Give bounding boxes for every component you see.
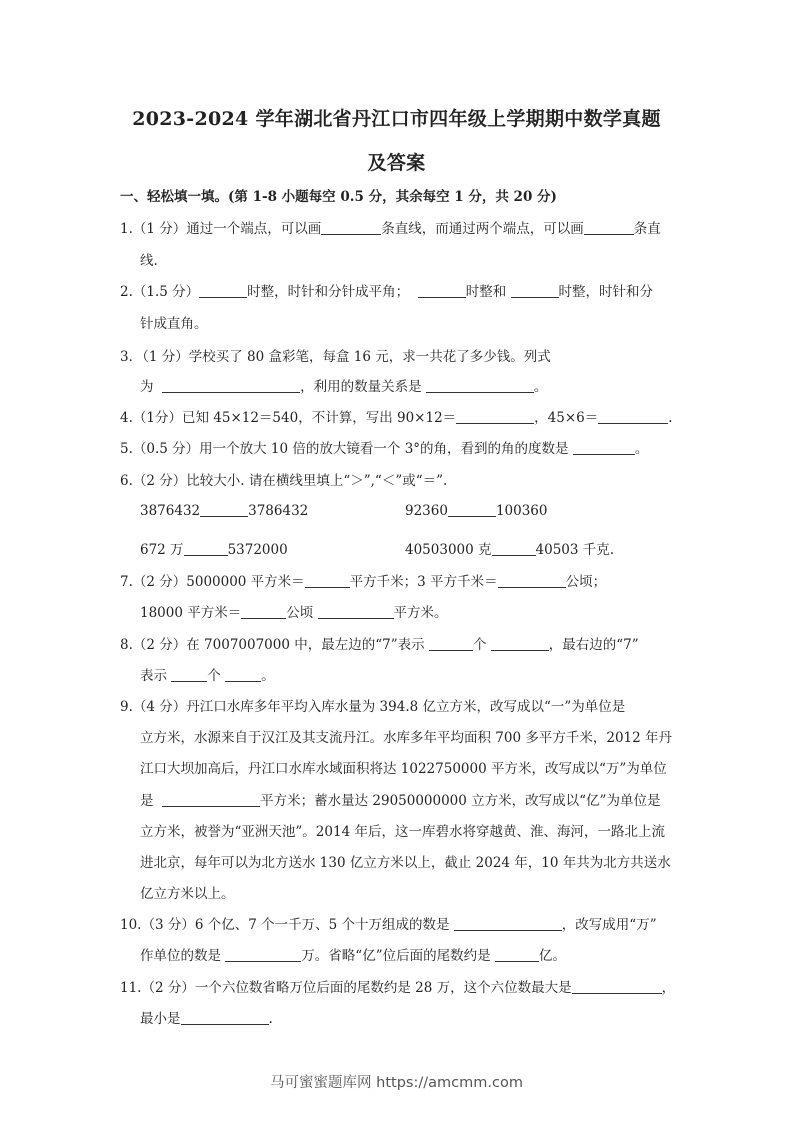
answer-blank[interactable] [454, 916, 562, 931]
answer-blank[interactable] [456, 409, 534, 424]
answer-blank[interactable] [429, 636, 473, 651]
answer-blank[interactable] [321, 220, 381, 235]
question-1: 1.（1 分）通过一个端点，可以画 条直线，而通过两个端点，可以画 条直 [120, 221, 661, 237]
answer-blank[interactable] [492, 541, 536, 556]
page-title-line2: 及答案 [367, 152, 426, 174]
question-7: 7.（2 分）5000000 平方米＝ 平方千米；3 平方千米＝ 公顷； [120, 574, 607, 590]
answer-blank[interactable] [418, 283, 466, 298]
compare-3: 672 万 5372000 [140, 542, 288, 558]
answer-blank[interactable] [162, 378, 300, 393]
footer-watermark: 马可蜜蜜题库网 https://amcmm.com [270, 1075, 523, 1091]
question-9-line: 立方米，水源来自于汉江及其支流丹江。水库多年平均面积 700 多平方千米，2012 年丹 [140, 730, 672, 746]
question-3: 3．（1 分）学校买了 80 盒彩笔，每盒 16 元，求一共花了多少钱。列式 [120, 349, 551, 365]
answer-blank[interactable] [305, 573, 350, 588]
answer-blank[interactable] [491, 636, 549, 651]
question-9-line: 进北京，每年可以为北方送水 130 亿立方米以上，截止 2024 年，10 年共为北方共送水 [140, 855, 671, 871]
section-heading: 一、轻松填一填。(第 1-8 小题每空 0.5 分，其余每空 1 分，共 20 分) [120, 189, 557, 205]
answer-blank[interactable] [200, 502, 248, 517]
answer-blank[interactable] [181, 1010, 269, 1025]
question-11-cont: 最小是 . [140, 1011, 273, 1027]
answer-blank[interactable] [162, 792, 260, 807]
question-5: 5.（0.5 分）用一个放大 10 倍的放大镜看一个 3°的角，看到的角的度数是 。 [120, 441, 649, 457]
question-3-cont: 为 ，利用的数量关系是 。 [140, 379, 548, 395]
answer-blank[interactable] [225, 947, 301, 962]
question-9-line: 是 平方米；蓄水量达 29050000000 立方米，改写成以“亿”为单位是 [140, 793, 661, 809]
question-6: 6.（2 分）比较大小. 请在横线里填上“＞”,“＜”或“＝”. [120, 473, 448, 489]
answer-blank[interactable] [511, 283, 559, 298]
compare-2: 92360 100360 [405, 503, 548, 519]
compare-4: 40503000 克 40503 千克. [405, 542, 615, 558]
answer-blank[interactable] [225, 667, 261, 682]
compare-1: 3876432 3786432 [140, 503, 309, 519]
answer-blank[interactable] [448, 502, 496, 517]
question-8: 8.（2 分）在 7007007000 中，最左边的“7”表示 个 ，最右边的“7” [120, 637, 639, 653]
answer-blank[interactable] [241, 604, 286, 619]
answer-blank[interactable] [318, 604, 394, 619]
question-1-cont: 线. [140, 253, 158, 269]
answer-blank[interactable] [598, 409, 668, 424]
question-9-line: 亿立方米以上。 [140, 886, 235, 902]
question-9: 9.（4 分）丹江口水库多年平均入库水量为 394.8 亿立方米，改写成以“一”为单位是 [120, 699, 626, 715]
question-8-cont: 表示 个 。 [140, 668, 275, 684]
question-10-cont: 作单位的数是 万。省略“亿”位后面的尾数约是 亿。 [140, 948, 566, 964]
question-9-line: 立方米，被誉为“亚洲天池”。2014 年后，这一库碧水将穿越黄、淮、海河，一路北上流 [140, 824, 665, 840]
question-2: 2.（1.5 分） 时整，时针和分针成平角； 时整和 时整，时针和分 [120, 284, 654, 300]
answer-blank[interactable] [573, 440, 635, 455]
answer-blank[interactable] [584, 220, 634, 235]
answer-blank[interactable] [495, 947, 539, 962]
page-title: 2023-2024 学年湖北省丹江口市四年级上学期期中数学真题 [132, 108, 661, 130]
question-9-line: 江口大坝加高后，丹江口水库水域面积将达 1022750000 平方米，改写成以“万”为单位 [140, 761, 667, 777]
answer-blank[interactable] [498, 573, 566, 588]
question-4: 4.（1分）已知 45×12＝540，不计算，写出 90×12＝ ，45×6＝ . [120, 410, 673, 426]
question-10: 10.（3 分）6 个亿、7 个一千万、5 个十万组成的数是 ，改写成用“万” [120, 917, 657, 933]
question-2-cont: 针成直角。 [140, 316, 208, 332]
answer-blank[interactable] [426, 378, 534, 393]
answer-blank[interactable] [184, 541, 228, 556]
answer-blank[interactable] [199, 283, 247, 298]
answer-blank[interactable] [572, 979, 662, 994]
question-7-cont: 18000 平方米＝ 公顷 平方米。 [140, 605, 448, 621]
question-11: 11.（2 分）一个六位数省略万位后面的尾数约是 28 万，这个六位数最大是 ， [120, 980, 676, 996]
answer-blank[interactable] [171, 667, 207, 682]
